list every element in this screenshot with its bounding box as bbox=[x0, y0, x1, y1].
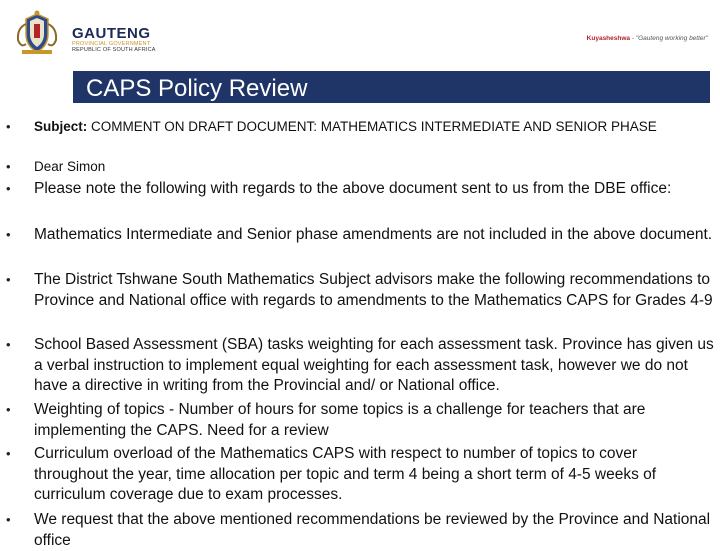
logo-subtitle-country: REPUBLIC OF SOUTH AFRICA bbox=[72, 47, 156, 53]
bullet-icon: • bbox=[6, 181, 11, 196]
list-item bbox=[6, 270, 714, 311]
list-item-text: Curriculum overload of the Mathematics CAPS with respect to number of topics to cover throughout the year, time allocation per topic and term 4 being a short term of 4-5 weeks of curriculum coverage due to exam processes. bbox=[34, 445, 657, 503]
list-item-text: Please note the following with regards to the above document sent to us from the DBE office: bbox=[34, 180, 672, 197]
bullet-icon: • bbox=[6, 337, 11, 352]
bullet-icon: • bbox=[6, 119, 11, 134]
list-item bbox=[6, 400, 714, 441]
list-item-text: Weighting of topics - Number of hours for some topics is a challenge for teachers that are implementing the CAPS. Need for a review bbox=[34, 401, 646, 439]
tagline-separator: - bbox=[630, 35, 636, 42]
slide-title: CAPS Policy Review bbox=[86, 75, 308, 102]
list-item bbox=[6, 444, 714, 506]
list-item-text: The District Tshwane South Mathematics Subject advisors make the following recommendations to Province and National office with regards to amendments to the Mathematics CAPS for Grades 4-9 bbox=[34, 271, 713, 309]
list-item-text: Dear Simon bbox=[34, 159, 106, 174]
coat-of-arms-icon bbox=[12, 10, 62, 56]
subject-text: COMMENT ON DRAFT DOCUMENT: MATHEMATICS INTERMEDIATE AND SENIOR PHASE bbox=[87, 119, 657, 134]
list-item-text: We request that the above mentioned recommendations be reviewed by the Province and National office bbox=[34, 511, 711, 549]
list-item bbox=[6, 179, 714, 200]
logo-subtitle-government: PROVINCIAL GOVERNMENT bbox=[72, 41, 151, 47]
bullet-icon: • bbox=[6, 446, 11, 461]
list-item-subject bbox=[6, 118, 714, 135]
bullet-icon: • bbox=[6, 402, 11, 417]
list-item-greeting bbox=[6, 158, 714, 175]
page-header bbox=[0, 0, 720, 66]
logo-title: GAUTENG bbox=[72, 25, 151, 42]
list-item bbox=[6, 225, 714, 246]
list-item-text: Mathematics Intermediate and Senior phase amendments are not included in the above document. bbox=[34, 226, 713, 243]
list-item-text: School Based Assessment (SBA) tasks weighting for each assessment task. Province has given us a verbal instruction to implement equal weighting for each assessment task, however we do not have a directive in writing from the Provincial and/ or National office. bbox=[34, 336, 714, 394]
subject-label: Subject: bbox=[34, 119, 88, 134]
bullet-icon: • bbox=[6, 159, 11, 174]
tagline-quote: "Gauteng working better" bbox=[635, 35, 708, 42]
list-item bbox=[6, 510, 714, 551]
bullet-icon: • bbox=[6, 227, 11, 242]
slide-title-bar bbox=[73, 71, 710, 103]
tagline-brand: Kuyasheshwa bbox=[586, 35, 631, 42]
tagline bbox=[587, 35, 708, 42]
gauteng-logo bbox=[72, 26, 156, 53]
bullet-icon: • bbox=[6, 272, 11, 287]
bullet-icon: • bbox=[6, 512, 11, 527]
list-item bbox=[6, 335, 714, 397]
